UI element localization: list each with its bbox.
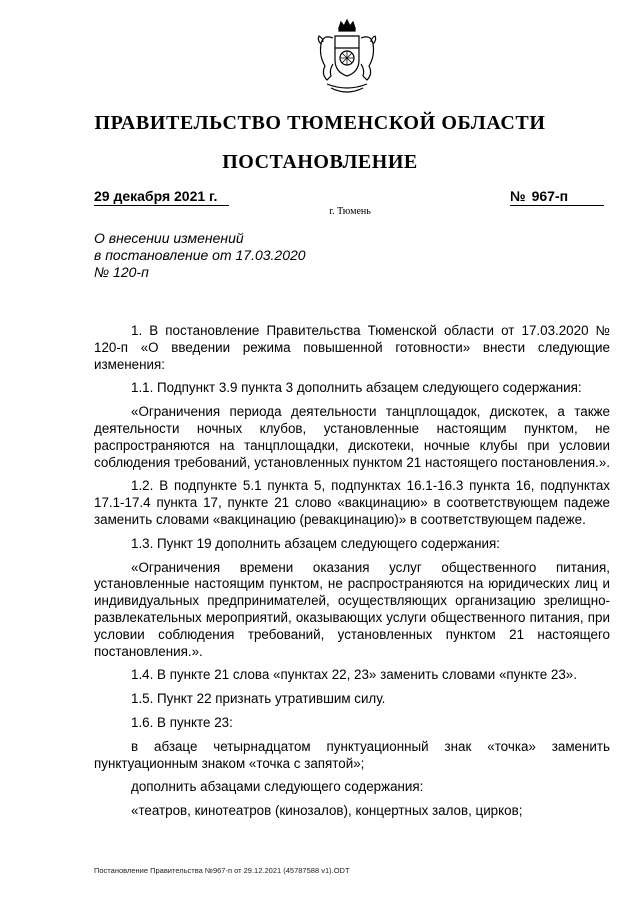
body-paragraph: «Ограничения периода деятельности танцплощадок, дискотек, а также деятельности ночных клубов, установленные настоящим пунктом, не распространяются на танцплощадки, дискотеки, ночные клубы при условии соблюдения требований, установленных пунктом 21 настоящего постановления.». [94, 404, 610, 470]
document-body [94, 323, 610, 827]
city-label: г. Тюмень [329, 206, 371, 217]
document-number-field [510, 188, 604, 206]
body-paragraph: «театров, кинотеатров (кинозалов), концертных залов, цирков; [131, 803, 523, 819]
org-title: ПРАВИТЕЛЬСТВО ТЮМЕНСКОЙ ОБЛАСТИ [94, 112, 546, 134]
coat-of-arms-icon [305, 16, 389, 100]
body-paragraph: в абзаце четырнадцатом пунктуационный знак «точка» заменить пунктуационным знаком «точка с запятой»; [94, 738, 610, 771]
subject-line: О внесении изменений [94, 230, 244, 246]
page-footer: Постановление Правительства №967-п от 29.12.2021 (45787588 v1).ODT [94, 866, 350, 875]
body-paragraph: «Ограничения времени оказания услуг общественного питания, установленные настоящим пунктом, не распространяются на юридических лиц и индивидуальных предпринимателей, осуществляющих организацию зрелищно-развлекательных мероприятий, оказывающих услуги общественного питания, при условии соблюдения требований, установленных пунктом 21 настоящего постановления.». [94, 559, 610, 659]
body-paragraph: 1.1. Подпункт 3.9 пункта 3 дополнить абзацем следующего содержания: [131, 380, 582, 396]
number-sign: № [510, 188, 526, 204]
document-type: ПОСТАНОВЛЕНИЕ [222, 151, 418, 173]
subject-line: в постановление от 17.03.2020 [94, 247, 306, 263]
body-paragraph: 1.5. Пункт 22 признать утратившим силу. [131, 691, 386, 707]
body-paragraph: 1.2. В подпункте 5.1 пункта 5, подпунктах 16.1-16.3 пункта 16, подпунктах 17.1-17.4 пункта 17, пункте 21 слово «вакцинацию» в соответствующем падеже заменить словами «вакцинацию (ревакцинацию)» в соответствующем падеже. [94, 478, 610, 527]
body-paragraph: дополнить абзацами следующего содержания: [131, 779, 424, 795]
body-paragraph: 1.4. В пункте 21 слова «пунктах 22, 23» заменить словами «пункте 23». [131, 667, 577, 683]
subject-line: № 120-п [94, 264, 149, 280]
document-number: 967-п [531, 188, 569, 204]
body-paragraph: 1.3. Пункт 19 дополнить абзацем следующего содержания: [131, 535, 500, 551]
document-subject [94, 230, 354, 281]
body-paragraph: 1.6. В пункте 23: [131, 714, 233, 730]
body-paragraph: 1. В постановление Правительства Тюменской области от 17.03.2020 № 120-п «О введении режима повышенной готовности» внести следующие изменения: [94, 323, 610, 372]
document-date: 29 декабря 2021 г. [94, 188, 229, 206]
